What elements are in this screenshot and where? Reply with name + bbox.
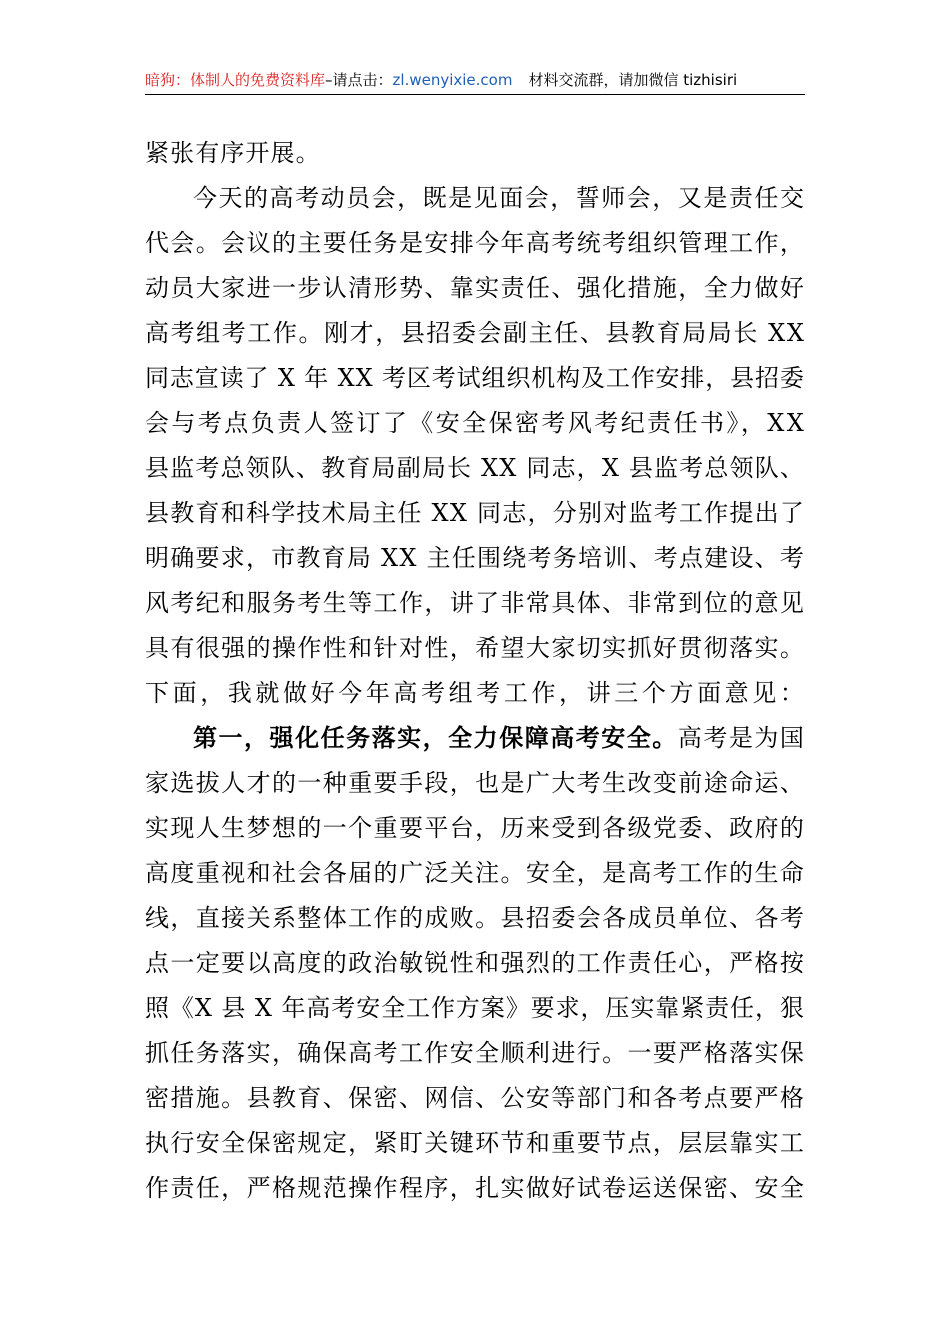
paragraph-line: 家选拔人才的一种重要手段，也是广大考生改变前途命运、	[145, 769, 806, 797]
paragraph-line: 高度重视和社会各届的广泛关注。安全，是高考工作的生命	[145, 859, 806, 887]
paragraph-line: 具有很强的操作性和针对性，希望大家切实抓好贯彻落实。	[145, 634, 806, 662]
paragraph-line: 紧张有序开展。	[145, 139, 321, 167]
paragraph-line: 实现人生梦想的一个重要平台，历来受到各级党委、政府的	[145, 814, 806, 842]
paragraph-line: 作责任，严格规范操作程序，扎实做好试卷运送保密、安全	[145, 1174, 806, 1202]
paragraph-line: 照《X 县 X 年高考安全工作方案》要求，压实靠紧责任，狠	[145, 994, 805, 1022]
paragraph-line: 下面，我就做好今年高考组考工作，讲三个方面意见：	[145, 679, 808, 707]
paragraph-line: 执行安全保密规定，紧盯关键环节和重要节点，层层靠实工	[145, 1129, 806, 1157]
paragraph-line: 高考组考工作。刚才，县招委会副主任、县教育局局长 XX	[145, 319, 806, 347]
paragraph-line: 今天的高考动员会，既是见面会，誓师会，又是责任交	[193, 184, 806, 212]
paragraph-line: 同志宣读了 X 年 XX 考区考试组织机构及工作安排，县招委	[145, 364, 805, 392]
header-url-link[interactable]: zl.wenyixie.com	[392, 71, 513, 89]
paragraph-line: 线，直接关系整体工作的成败。县招委会各成员单位、各考	[145, 904, 806, 932]
paragraph-line: 点一定要以高度的政治敏锐性和强烈的工作责任心，严格按	[145, 949, 806, 977]
paragraph-line: 动员大家进一步认清形势、靠实责任、强化措施，全力做好	[145, 274, 806, 302]
paragraph-line: 明确要求，市教育局 XX 主任围绕考务培训、考点建设、考	[145, 544, 806, 572]
header-site-name: 暗狗：体制人的免费资料库	[145, 71, 326, 89]
paragraph-line: 县监考总领队、教育局副局长 XX 同志，X 县监考总领队、	[145, 454, 806, 482]
section-heading-line	[193, 716, 853, 760]
header-click-prompt: –请点击：	[325, 71, 393, 89]
section-heading-tail: 高考是为国	[677, 724, 806, 752]
paragraph-line: 代会。会议的主要任务是安排今年高考统考组织管理工作，	[145, 229, 806, 257]
paragraph-line: 风考纪和服务考生等工作，讲了非常具体、非常到位的意见	[145, 589, 806, 617]
header-contact: 材料交流群，请加微信 tizhisiri	[528, 71, 738, 89]
page-header	[145, 70, 805, 95]
paragraph-line: 抓任务落实，确保高考工作安全顺利进行。一要严格落实保	[145, 1039, 806, 1067]
paragraph-line: 密措施。县教育、保密、网信、公安等部门和各考点要严格	[145, 1084, 806, 1112]
paragraph-line: 会与考点负责人签订了《安全保密考风考纪责任书》，XX	[145, 409, 807, 437]
section-heading: 第一，强化任务落实，全力保障高考安全。	[193, 723, 678, 752]
paragraph-line: 县教育和科学技术局主任 XX 同志，分别对监考工作提出了	[145, 499, 806, 527]
